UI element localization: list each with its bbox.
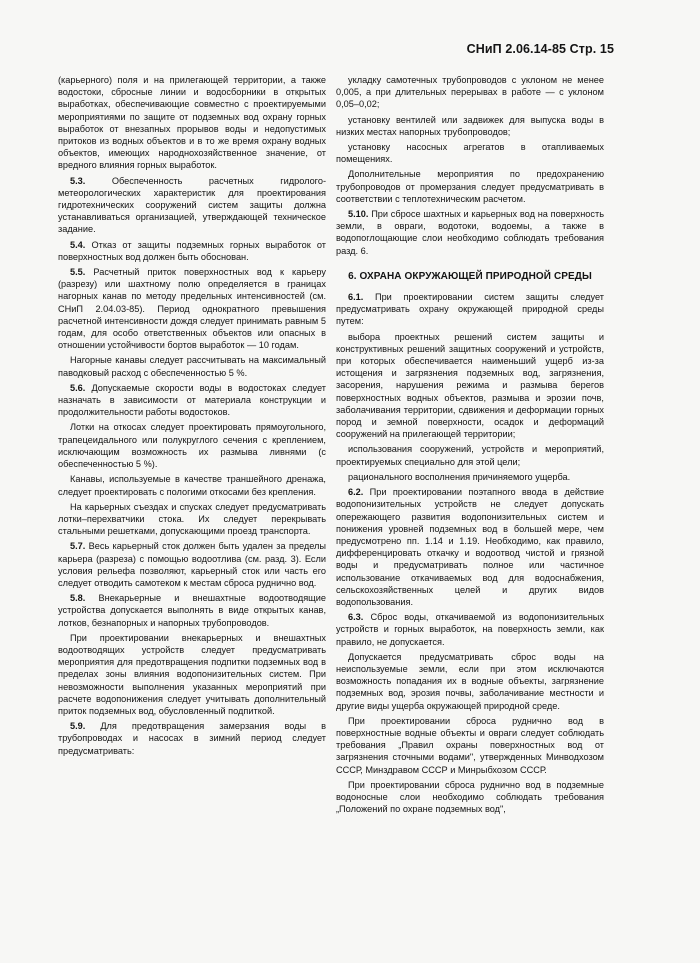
- paragraph: [58, 501, 326, 538]
- paragraph: [58, 239, 326, 263]
- clause-number: 5.9.: [70, 721, 86, 732]
- paragraph-text: рационального восполнения причиняемого ущерба.: [348, 471, 571, 482]
- paragraph-text: Для предотвращения замерзания воды в трубопроводах и насосах в зимний период следует предусматривать:: [58, 721, 326, 756]
- paragraph: [336, 168, 604, 205]
- clause-number: 5.10.: [348, 209, 369, 220]
- paragraph: [58, 421, 326, 470]
- paragraph: [336, 141, 604, 165]
- paragraph: [58, 592, 326, 629]
- clause-number: 6.2.: [348, 487, 364, 498]
- paragraph: [336, 443, 604, 467]
- paragraph-text: Лотки на откосах следует проектировать прямоугольного, трапецеидального или полукруглого сечения с креплением, исключающим возможность их размыва ливнями (с обеспеченностью 5 %).: [58, 422, 326, 470]
- paragraph-text: На карьерных съездах и спусках следует предусматривать лотки–перехватчики стока. Их следует перекрывать стальными решетками, допускающими проезд транспорта.: [58, 501, 326, 537]
- right-column: [336, 74, 604, 818]
- page-header: СНиП 2.06.14-85 Стр. 15: [466, 42, 614, 56]
- paragraph: [58, 540, 326, 589]
- clause-number: 5.3.: [70, 175, 86, 186]
- paragraph-text: Расчетный приток поверхностных вод к карьеру (разрезу) или шахтному полю определяется в границах нагорных канав по методу предельных интенсивностей (см. СНиП 2.04.03-85). Период однократного превышения расчетной интенсивности дождя следует принимать равным 5 годам, для особо ответственных объектов или опасных в отношении устойчивости бортов выработок — 10 годам.: [58, 267, 326, 351]
- paragraph-text: При проектировании внекарьерных и внешахтных водоотводящих устройств следует предусматривать мероприятия для предотвращения подпитки подземных вод в пределах зоны влияния водопонизительных систем. При невозможности выполнения указанных мероприятий при расчете водопонижения следует учитывать дополнительный приток подземных вод, обусловленный подпиткой.: [58, 632, 326, 716]
- paragraph-text: Сброс воды, откачиваемой из водопонизительных устройств и горных выработок, на поверхность земли, как правило, не допускается.: [336, 612, 604, 647]
- paragraph-text: Отказ от защиты подземных горных выработок от поверхностных вод должен быть обоснован.: [58, 239, 326, 262]
- paragraph-text: Обеспеченность расчетных гидролого-метеорологических характеристик для проектирования гидротехнических сооружений систем защиты должна устанавливаться организацией, утверждающей техническое задание.: [58, 175, 327, 235]
- paragraph: [336, 471, 604, 483]
- paragraph: [336, 114, 604, 138]
- paragraph: [336, 486, 604, 608]
- paragraph: [58, 720, 326, 757]
- left-column: [58, 74, 326, 760]
- clause-number: 5.5.: [70, 267, 86, 278]
- paragraph-text: Внекарьерные и внешахтные водоотводящие устройства допускается выполнять в виде открытых канав, лотков, безнапорных и напорных трубопроводов.: [58, 593, 326, 628]
- paragraph: [336, 779, 604, 816]
- paragraph-text: Нагорные канавы следует рассчитывать на максимальный паводковый расход с обеспеченностью 5 %.: [58, 355, 326, 378]
- clause-number: 5.7.: [70, 541, 86, 552]
- right-column-top: [336, 74, 604, 257]
- paragraph: [336, 611, 604, 648]
- clause-number: 6.1.: [348, 292, 364, 303]
- section-heading: 6. ОХРАНА ОКРУЖАЮЩЕЙ ПРИРОДНОЙ СРЕДЫ: [348, 270, 592, 282]
- paragraph: [336, 208, 604, 257]
- paragraph-text: выбора проектных решений систем защиты и конструктивных решений защитных сооружений и устройств, при которых обеспечивается наименьший ущерб из-за истощения и загрязнения подземных вод, загрязнения, засорения, нарушения режима и размыва берегов поверхностных водных объектов, размыва и эрозии почв, заболачивания территории, сдвижения и деформации горных пород и земной поверхности, осадок и деформаций сооружений на прилегающей территории;: [336, 331, 604, 440]
- paragraph: [336, 331, 604, 441]
- paragraph: [58, 382, 326, 419]
- paragraph: [58, 354, 326, 378]
- paragraph-text: установку насосных агрегатов в отапливаемых помещениях.: [336, 142, 604, 165]
- paragraph-text: Канавы, используемые в качестве траншейного дренажа, следует проектировать с пологими откосами без крепления.: [58, 474, 326, 497]
- paragraph-text: Допускается предусматривать сброс воды на неиспользуемые земли, если при этом исключаются возможность попадания их в водные объекты, загрязнение подземных вод, эрозия почвы, заболачивание местности и другие виды ущерба окружающей природной среде.: [336, 651, 604, 711]
- paragraph-text: При проектировании поэтапного ввода в действие водопонизительных устройств не следует допускать опережающего развития водопонизительных систем и понижения уровней подземных вод в большей мере, чем предусмотрено пп. 1.14 и 1.19. Необходимо, как правило, дифференцировать откачку и водоотвод чистой и грязной воды и предусматривать полное или частичное использование откачиваемых вод для водоснабжения, сельскохозяйственных целей и других видов водопользования.: [336, 487, 604, 607]
- clause-number: 5.4.: [70, 239, 86, 250]
- paragraph: [58, 632, 326, 717]
- paragraph: [58, 473, 326, 497]
- paragraph: [336, 715, 604, 776]
- paragraph-text: При сбросе шахтных и карьерных вод на поверхность земли, в овраги, водотоки, водоемы, а также в водопоглощающие слои необходимо соблюдать требования разд. 6.: [336, 209, 604, 256]
- paragraph: [336, 651, 604, 712]
- paragraph-text: установку вентилей или задвижек для выпуска воды в низких местах напорных трубопроводов;: [336, 114, 604, 137]
- clause-number: 5.8.: [70, 593, 86, 604]
- paragraph-text: Допускаемые скорости воды в водостоках следует назначать в зависимости от материала конструкции и продолжительности работы водостоков.: [58, 382, 326, 418]
- paragraph-text: Дополнительные мероприятия по предохранению трубопроводов от промерзания следует предусматривать в соответствии с теплотехническим расчетом.: [336, 169, 604, 204]
- paragraph-text: укладку самотечных трубопроводов с уклоном не менее 0,005, а при длительных перерывах в работе — с уклоном 0,05–0,02;: [336, 75, 604, 110]
- paragraph-text: (карьерного) поля и на прилегающей территории, а также водостоки, сбросные линии и водосборники в открытых выработках, обеспечивающие совместно с проектируемыми мероприятиями по защите от подземных вод охрану горных выработок от внезапных прорывов воды и недопустимых притоков из водных объектов и в то же время охрану водных объектов, имеющих народнохозяйственное значение, от вредного влияния горных выработок.: [58, 75, 326, 171]
- paragraph-text: использования сооружений, устройств и мероприятий, проектируемых специально для этой цели;: [336, 444, 604, 467]
- paragraph-text: При проектировании систем защиты следует предусматривать охрану окружающей природной среды путем:: [336, 292, 604, 327]
- clause-number: 6.3.: [348, 612, 364, 623]
- paragraph-text: Весь карьерный сток должен быть удален за пределы карьера (разреза) с помощью водоотлива (см. разд. 3). Если условия рельефа позволяют, карьерный сток или часть его следует отводить самотеком к местам сброса руднично вод.: [58, 541, 326, 588]
- paragraph: [58, 266, 326, 351]
- paragraph-text: При проектировании сброса руднично вод в поверхностные водные объекты и овраги следует соблюдать требования „Правил охраны поверхностных вод от загрязнения сточными водами", утвержденных Минводхозом СССР, Минздравом СССР и Минрыбхозом СССР.: [336, 715, 604, 775]
- paragraph-text: При проектировании сброса руднично вод в подземные водоносные слои необходимо соблюдать требования „Положений по охране подземных вод",: [336, 779, 604, 815]
- paragraph: [58, 175, 326, 236]
- section-6-body: [336, 291, 604, 815]
- clause-number: 5.6.: [70, 382, 86, 393]
- paragraph: [336, 74, 604, 111]
- paragraph: [58, 74, 326, 172]
- paragraph: [336, 291, 604, 328]
